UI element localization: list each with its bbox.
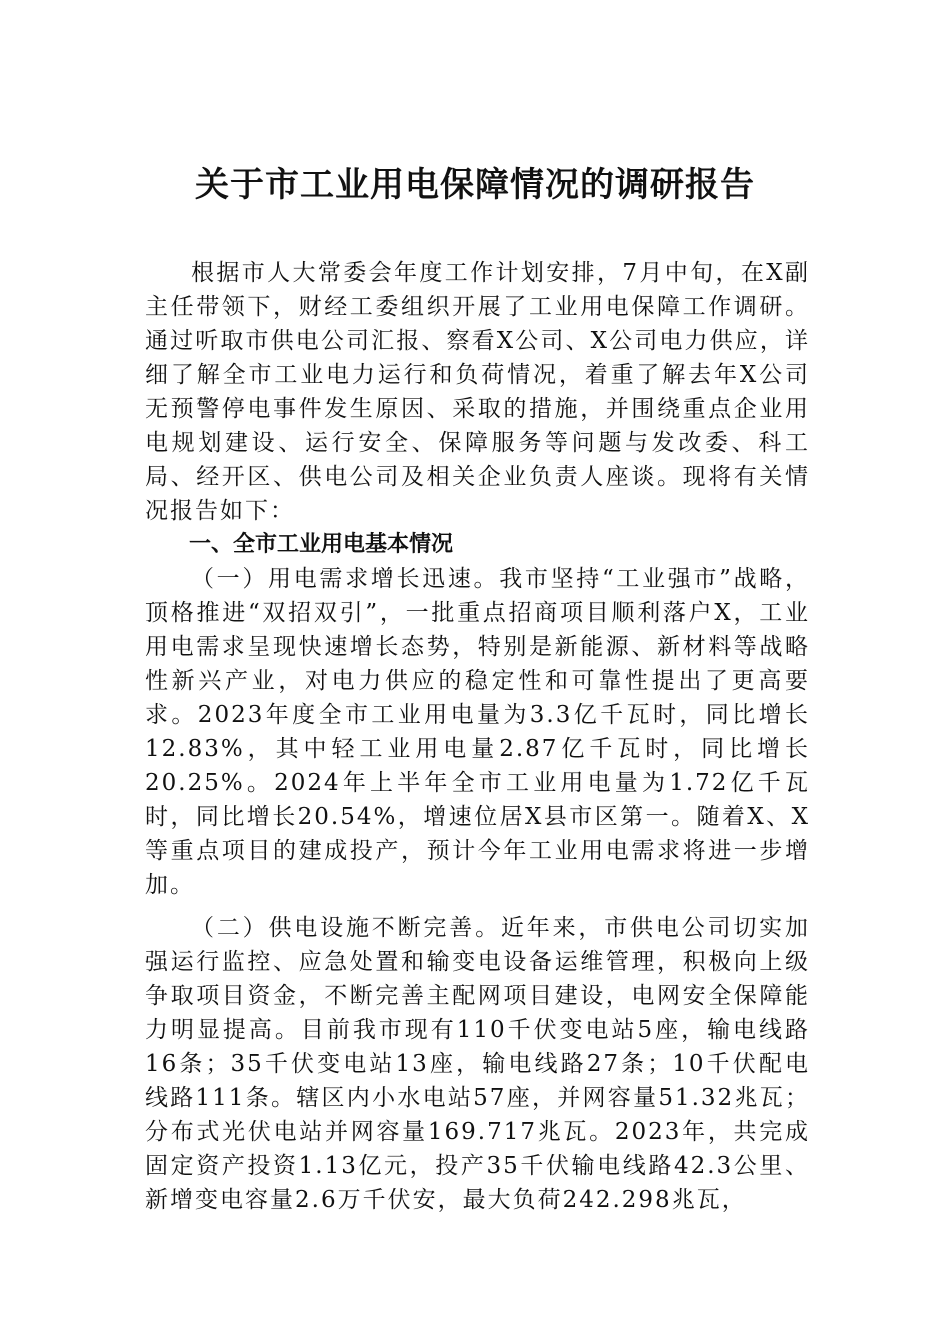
paragraph-facilities: （二）供电设施不断完善。近年来，市供电公司切实加强运行监控、应急处置和输变电设备运维管理，积极向上级争取项目资金，不断完善主配网项目建设，电网安全保障能力明显提高。目前我市现有110千伏变电站5座，输电线路16条；35千伏变电站13座，输电线路27条；10千伏配电线路111条。辖区内小水电站57座，并网容量51.32兆瓦；分布式光伏电站并网容量169.717兆瓦。2023年，共完成固定资产投资1.13亿元，投产35千伏输电线路42.3公里、新增变电容量2.6万千伏安，最大负荷242.298兆瓦，	[145, 915, 810, 1213]
section-heading: 一、全市工业用电基本情况	[189, 532, 454, 557]
paragraph-demand: （一）用电需求增长迅速。我市坚持“工业强市”战略，顶格推进“双招双引”，一批重点招商项目顺利落户X，工业用电需求呈现快速增长态势，特别是新能源、新材料等战略性新兴产业，对电力供应的稳定性和可靠性提出了更高要求。2023年度全市工业用电量为3.3亿千瓦时，同比增长12.83%，其中轻工业用电量2.87亿千瓦时，同比增长20.25%。2024年上半年全市工业用电量为1.72亿千瓦时，同比增长20.54%，增速位居X县市区第一。随着X、X等重点项目的建成投产，预计今年工业用电需求将进一步增加。	[145, 566, 810, 898]
intro-paragraph: 根据市人大常委会年度工作计划安排，7月中旬，在X副主任带领下，财经工委组织开展了工业用电保障工作调研。通过听取市供电公司汇报、察看X公司、X公司电力供应，详细了解全市工业电力运行和负荷情况，着重了解去年X公司无预警停电事件发生原因、采取的措施，并围绕重点企业用电规划建设、运行安全、保障服务等问题与发改委、科工局、经开区、供电公司及相关企业负责人座谈。现将有关情况报告如下：	[145, 260, 810, 524]
document-title: 关于市工业用电保障情况的调研报告	[195, 165, 755, 205]
document-body	[145, 256, 810, 1217]
